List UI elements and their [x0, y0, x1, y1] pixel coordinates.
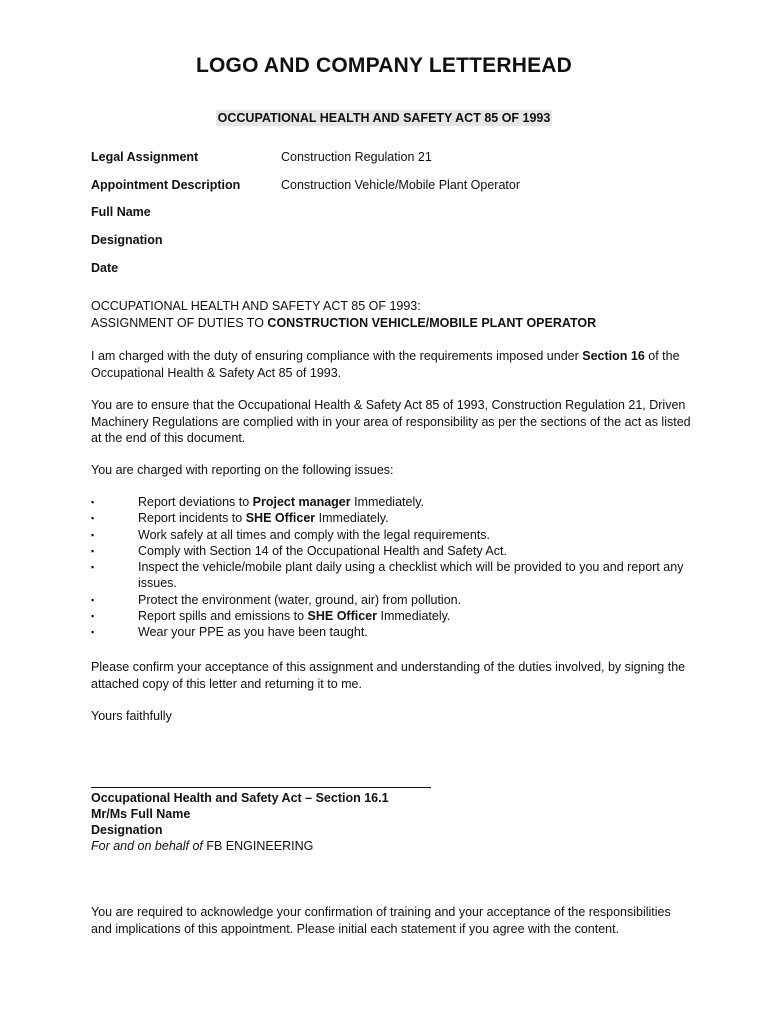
list-item-text: Comply with Section 14 of the Occupational Health and Safety Act. [138, 543, 507, 558]
signature-block [91, 790, 691, 854]
field-value: Construction Vehicle/Mobile Plant Operator [281, 178, 521, 192]
bullet-square-icon: ▪ [91, 545, 95, 556]
bullet-square-icon: ▪ [91, 562, 95, 573]
duties-list [91, 494, 701, 641]
field-label: Designation [91, 233, 163, 247]
list-item-text: Report spills and emissions to [138, 609, 308, 624]
act-heading [0, 111, 768, 125]
para1-section: Section 16 [582, 349, 645, 363]
paragraph-confirm-acceptance: Please confirm your acceptance of this assignment and understanding of the duties involved, by signing the attached copy of this letter and returning it to me. [91, 660, 686, 691]
para1-before: I am charged with the duty of ensuring compliance with the requirements imposed under [91, 349, 583, 363]
list-item-text: Work safely at all times and comply with the legal requirements. [138, 527, 491, 542]
field-label: Legal Assignment [91, 150, 199, 164]
section-heading-line2 [91, 315, 691, 332]
list-item [91, 494, 701, 510]
paragraph-regulations: You are to ensure that the Occupational Health & Safety Act 85 of 1993, Construction Regulation 21, Driven Machinery Regulations are complied with in your area of responsibility as per the sections of the act as listed at the end of this document. [91, 398, 691, 445]
behalf-company: FB ENGINEERING [206, 839, 314, 853]
field-value: Construction Regulation 21 [281, 150, 432, 164]
paragraph-reporting-intro: You are charged with reporting on the following issues: [91, 463, 394, 477]
act-heading-text: OCCUPATIONAL HEALTH AND SAFETY ACT 85 OF 1993 [217, 111, 551, 125]
list-item-text: Wear your PPE as you have been taught. [138, 625, 368, 640]
list-item-text: Report deviations to [138, 495, 253, 509]
behalf-prefix: For and on behalf of [91, 839, 207, 853]
list-item [91, 559, 701, 592]
signature-line [91, 787, 431, 788]
list-item-text: Protect the environment (water, ground, air) from pollution. [138, 592, 462, 607]
list-item-text: Immediately. [377, 609, 451, 624]
field-label: Full Name [91, 205, 151, 219]
bullet-square-icon: ▪ [91, 497, 95, 507]
section-heading-line1: OCCUPATIONAL HEALTH AND SAFETY ACT 85 OF 1993: [91, 299, 421, 313]
list-item [91, 543, 701, 559]
list-item [91, 527, 701, 543]
paragraph-compliance [91, 348, 691, 381]
list-item-text: SHE Officer [245, 511, 316, 526]
section-heading-role: CONSTRUCTION VEHICLE/MOBILE PLANT OPERATOR [267, 315, 597, 330]
field-label: Date [91, 261, 119, 275]
para1-after: of the Occupational Health & Safety Act 85 of 1993. [91, 349, 680, 380]
field-label: Appointment Description [91, 178, 241, 192]
list-item-text: Inspect the vehicle/mobile plant daily using a checklist which will be provided to you and report any issues. [138, 560, 684, 591]
bullet-square-icon: ▪ [91, 627, 95, 638]
closing-text: Yours faithfully [91, 709, 172, 723]
paragraph-acknowledgement: You are required to acknowledge your confirmation of training and your acceptance of the responsibilities and implications of this appointment. Please initial each statement if you agree with the content. [91, 905, 671, 936]
list-item [91, 624, 701, 640]
list-item-text: Report incidents to [138, 511, 246, 526]
bullet-square-icon: ▪ [91, 611, 95, 622]
bullet-square-icon: ▪ [91, 513, 95, 524]
list-item-text: SHE Officer [307, 609, 377, 624]
bullet-square-icon: ▪ [91, 594, 95, 605]
list-item [91, 608, 701, 624]
letterhead-title: LOGO AND COMPANY LETTERHEAD [195, 54, 573, 77]
section-heading [91, 298, 691, 331]
list-item-text: Immediately. [315, 511, 389, 526]
signature-designation: Designation [91, 823, 163, 837]
list-item-text: Project manager [252, 495, 351, 509]
list-item-text: Immediately. [350, 495, 425, 509]
signature-act-reference: Occupational Health and Safety Act – Section 16.1 [91, 791, 389, 805]
section-heading-prefix: ASSIGNMENT OF DUTIES TO [91, 315, 268, 330]
list-item [91, 510, 701, 526]
bullet-square-icon: ▪ [91, 529, 95, 540]
list-item [91, 592, 701, 608]
signature-name: Mr/Ms Full Name [91, 807, 191, 821]
signature-behalf [91, 838, 691, 854]
